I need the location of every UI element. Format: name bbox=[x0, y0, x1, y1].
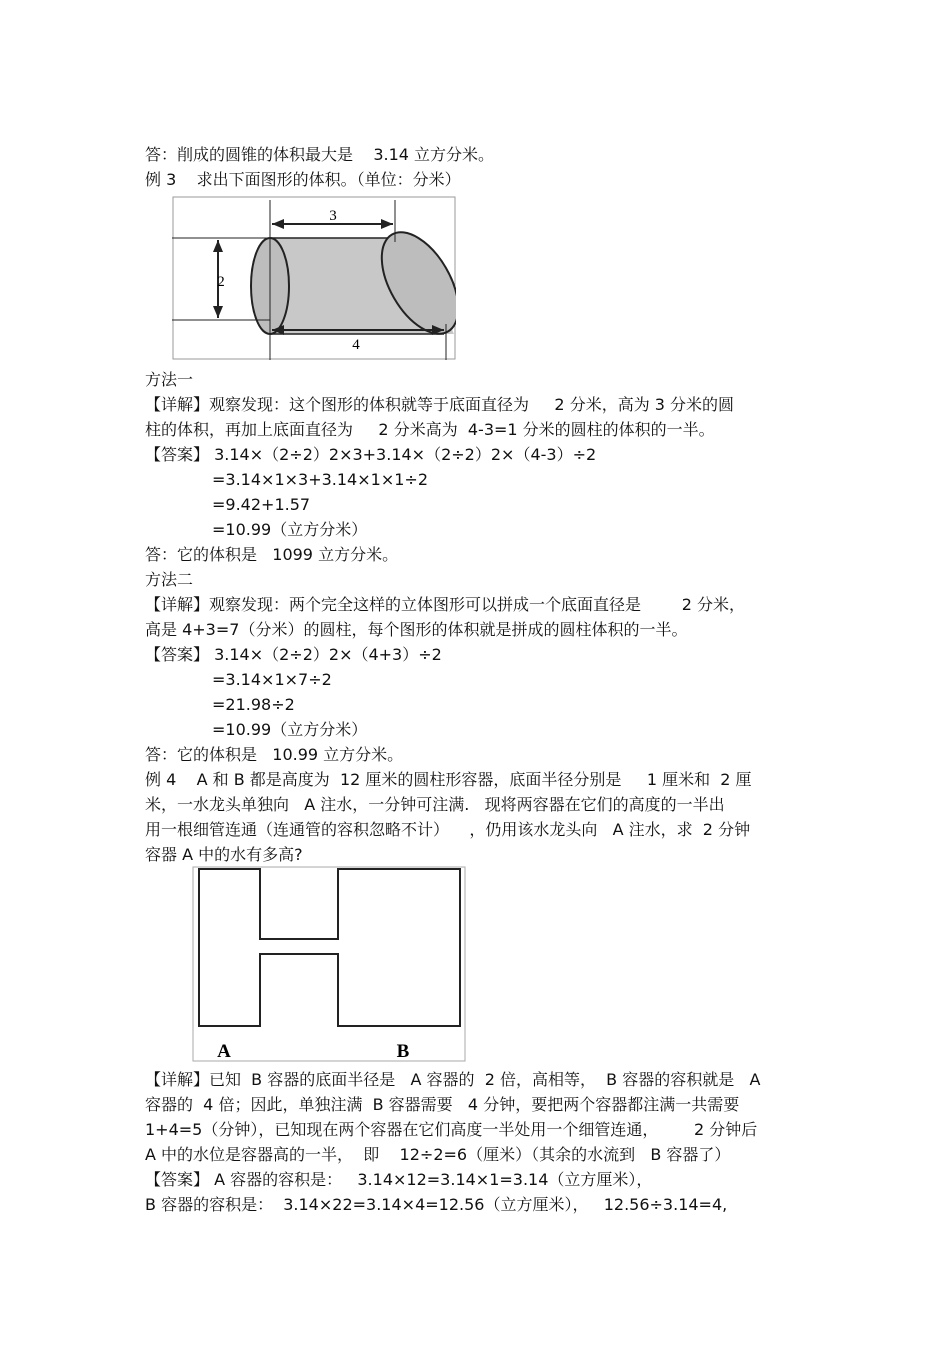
method-1-detail-2: 柱的体积，再加上底面直径为 2 分米高为 4-3=1 分米的圆柱的体积的一半。 bbox=[145, 420, 715, 439]
answer-line: 答：削成的圆锥的体积最大是 3.14 立方分米。 bbox=[145, 145, 495, 164]
example-3-title: 例 3 求出下面图形的体积。（单位：分米） bbox=[145, 170, 461, 189]
method-2-detail-1: 【详解】观察发现：两个完全这样的立体图形可以拼成一个底面直径是 2 分米， bbox=[145, 595, 745, 614]
method-2-step-2: =21.98÷2 bbox=[212, 695, 295, 714]
dim-left-label: 2 bbox=[217, 274, 225, 290]
method-1-detail-1: 【详解】观察发现：这个图形的体积就等于底面直径为 2 分米，高为 3 分米的圆 bbox=[145, 395, 735, 414]
example-4-detail-2: 容器的 4 倍；因此，单独注满 B 容器需要 4 分钟，要把两个容器都注满一共需要 bbox=[145, 1095, 740, 1114]
container-b-label: B bbox=[396, 1041, 410, 1062]
method-2-heading: 方法二 bbox=[145, 570, 194, 589]
example-4-answer-2: B 容器的容积是： 3.14×22=3.14×4=12.56（立方厘米）， 12.56÷3.14=4, bbox=[145, 1195, 728, 1214]
example-4-detail-4: A 中的水位是容器高的一半， 即 12÷2=6（厘米）（其余的水流到 B 容器了） bbox=[145, 1145, 731, 1164]
h-shaped-containers bbox=[199, 869, 460, 1026]
example-4-line-4: 容器 A 中的水有多高? bbox=[145, 845, 303, 864]
dim-top-label: 3 bbox=[329, 208, 337, 224]
example-4-line-2: 米，一水龙头单独向 A 注水，一分钟可注满. 现将两容器在它们的高度的一半出 bbox=[145, 795, 725, 814]
example-4-detail-1: 【详解】已知 B 容器的底面半径是 A 容器的 2 倍，高相等， B 容器的容积就是 A bbox=[145, 1070, 761, 1089]
method-2-step-1: =3.14×1×7÷2 bbox=[212, 670, 332, 689]
method-2-conclusion: 答：它的体积是 10.99 立方分米。 bbox=[145, 745, 404, 764]
example-4-detail-3: 1+4=5（分钟），已知现在两个容器在它们高度一半处用一个细管连通， 2 分钟后 bbox=[145, 1120, 758, 1139]
method-2-detail-2: 高是 4+3=7（分米）的圆柱，每个图形的体积就是拼成的圆柱体积的一半。 bbox=[145, 620, 688, 639]
example-4-line-1: 例 4 A 和 B 都是高度为 12 厘米的圆柱形容器，底面半径分别是 1 厘米和 2 厘 bbox=[145, 770, 752, 789]
cylinder-figure bbox=[172, 196, 456, 360]
containers-figure bbox=[192, 866, 466, 1062]
example-4-line-3: 用一根细管连通（连通管的容积忽略不计） ，仍用该水龙头向 A 注水，求 2 分钟 bbox=[145, 820, 751, 839]
method-2-step-3: =10.99（立方分米） bbox=[212, 720, 368, 739]
method-1-answer: 【答案】 3.14×（2÷2）2×3+3.14×（2÷2）2×（4-3）÷2 bbox=[145, 445, 597, 464]
dim-bottom-label: 4 bbox=[352, 337, 360, 353]
method-1-step-2: =9.42+1.57 bbox=[212, 495, 311, 514]
method-1-conclusion: 答：它的体积是 1099 立方分米。 bbox=[145, 545, 399, 564]
example-4-answer-1: 【答案】 A 容器的容积是： 3.14×12=3.14×1=3.14（立方厘米）， bbox=[145, 1170, 653, 1189]
container-a-label: A bbox=[217, 1041, 231, 1062]
method-1-step-1: =3.14×1×3+3.14×1×1÷2 bbox=[212, 470, 428, 489]
method-1-heading: 方法一 bbox=[145, 370, 194, 389]
method-1-step-3: =10.99（立方分米） bbox=[212, 520, 368, 539]
method-2-answer: 【答案】 3.14×（2÷2）2×（4+3）÷2 bbox=[145, 645, 442, 664]
